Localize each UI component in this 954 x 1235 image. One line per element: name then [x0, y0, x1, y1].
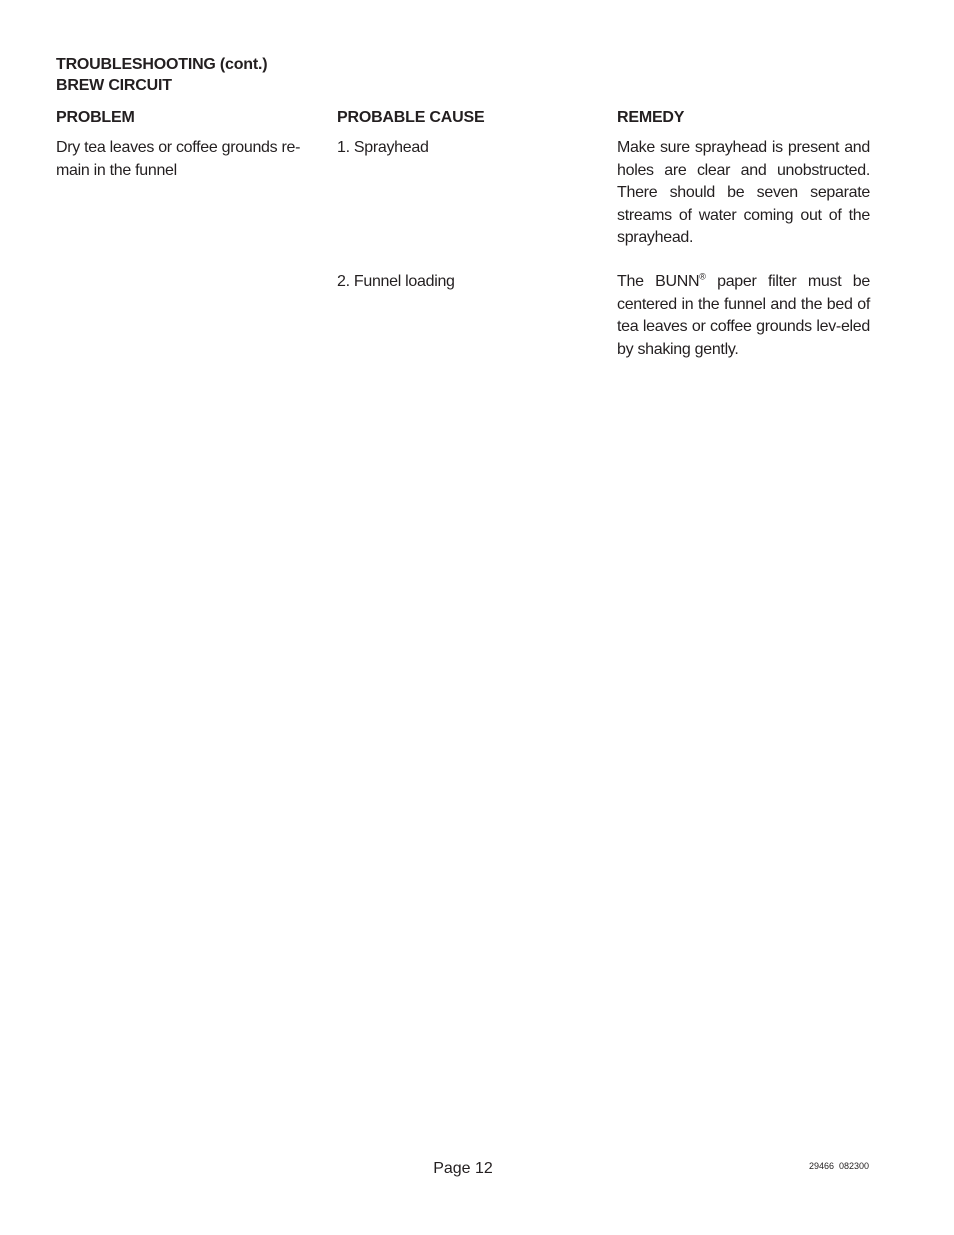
row-1-remedy: Make sure sprayhead is present and holes are clear and unobstructed. There should be seven separate streams of water coming out of the sprayhead. — [617, 139, 870, 246]
row-2-remedy — [617, 271, 870, 361]
section-subtitle: BREW CIRCUIT — [56, 77, 172, 94]
page-number: Page 12 — [433, 1160, 493, 1177]
row-1-problem: Dry tea leaves or coffee grounds re-main in the funnel — [56, 139, 301, 179]
column-header-cause: PROBABLE CAUSE — [337, 109, 485, 126]
section-title: TROUBLESHOOTING (cont.) — [56, 56, 268, 73]
column-header-problem: PROBLEM — [56, 109, 135, 126]
row-2-cause: 2. Funnel loading — [337, 273, 455, 290]
row-2-remedy-prefix: The BUNN — [617, 273, 700, 290]
row-1-cause: 1. Sprayhead — [337, 139, 429, 156]
registered-mark: ® — [699, 271, 706, 282]
column-header-remedy: REMEDY — [617, 109, 685, 126]
row-2-remedy-rest: paper filter must be centered in the funnel and the bed of tea leaves or coffee grounds lev-eled by shaking gently. — [617, 273, 870, 358]
document-code: 29466 082300 — [809, 1161, 870, 1171]
